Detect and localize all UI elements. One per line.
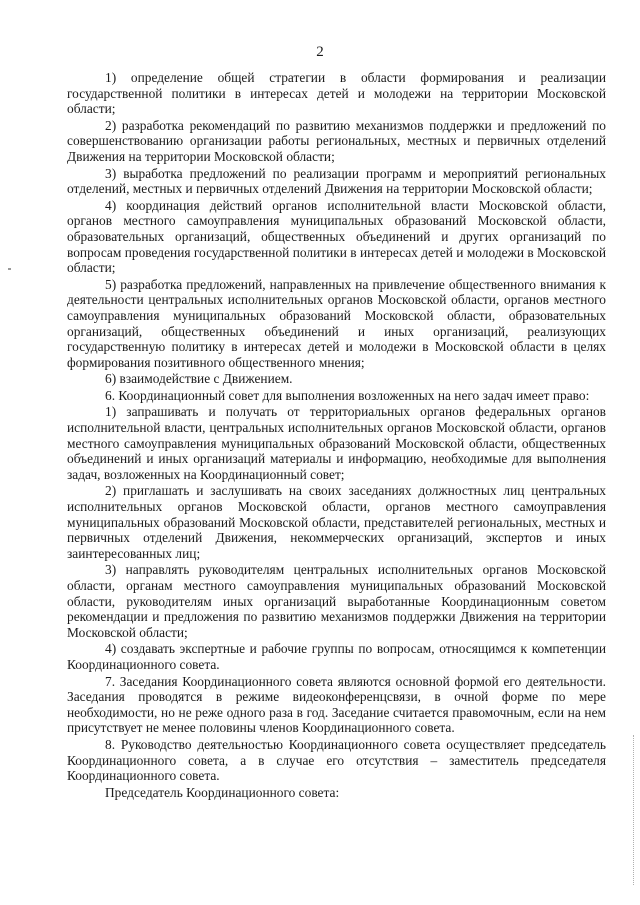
paragraph-3: 3) выработка предложений по реализации программ и мероприятий региональных отделений, местных и первичных отделений Движения на территории Московской области; [67, 165, 606, 197]
paragraph-14: Председатель Координационного совета: [105, 784, 340, 800]
page-number: 2 [316, 44, 324, 60]
paragraph-1: 1) определение общей стратегии в области формирования и реализации государственной политики в интересах детей и молодежи на территории Московской области; [67, 70, 606, 117]
paragraph-9: 2) приглашать и заслушивать на своих заседаниях должностных лиц центральных исполнительных органов Московской области, органов местного самоуправления муниципальных образований Московской области, представителей региональных, местных и первичных отделений Движения, некоммерческих организаций, экспертов и иных заинтересованных лиц; [67, 483, 606, 561]
paragraph-2: 2) разработка рекомендаций по развитию механизмов поддержки и предложений по совершенствованию организации работы региональных, местных и первичных отделений Движения на территории Московской области; [67, 117, 606, 164]
scan-left-mark [8, 268, 11, 270]
paragraph-5: 5) разработка предложений, направленных на привлечение общественного внимания к деятельности центральных исполнительных органов Московской области, органов местного самоуправления муниципальных образований Московской области, образовательных организаций, общественных объединений и иных организаций, реализующих государственную политику в интересах детей и молодежи в Московской области в целях формирования позитивного общественного мнения; [67, 276, 606, 370]
paragraph-13: 8. Руководство деятельностью Координационного совета осуществляет председатель Координационного совета, а в случае его отсутствия – заместитель председателя Координационного совета. [67, 736, 606, 784]
paragraph-11: 4) создавать экспертные и рабочие группы по вопросам, относящимся к компетенции Координационного совета. [67, 641, 606, 672]
paragraph-6: 6) взаимодействие с Движением. [105, 371, 293, 387]
paragraph-7: 6. Координационный совет для выполнения возложенных на него задач имеет право: [105, 387, 590, 403]
paragraph-10: 3) направлять руководителям центральных исполнительных органов Московской области, органам местного самоуправления муниципальных образований Московской области, руководителям иных организаций выработанные Координационным советом рекомендации и предложения по развитию механизмов поддержки Движения на территории Московской области; [67, 562, 606, 640]
scan-edge-mark [633, 735, 636, 885]
paragraph-8: 1) запрашивать и получать от территориальных органов федеральных органов исполнительной власти, центральных исполнительных органов Московской области, органов местного самоуправления муниципальных образований Московской области, общественных объединений и иных организаций материалы и информацию, необходимые для выполнения задач, возложенных на Координационный совет; [67, 404, 606, 482]
paragraph-12: 7. Заседания Координационного совета являются основной формой его деятельности. Заседания проводятся в режиме видеоконференцсвязи, в очной форме по мере необходимости, но не реже одного раза в год. Заседание считается правомочным, если на нем присутствует не менее половины членов Координационного совета. [67, 673, 606, 736]
document-body [67, 70, 606, 800]
paragraph-4: 4) координация действий органов исполнительной власти Московской области, органов местного самоуправления муниципальных образований Московской области, образовательных организаций, общественных объединений и других организаций по вопросам проведения государственной политики в интересах детей и молодежи в Московской области; [67, 197, 606, 276]
